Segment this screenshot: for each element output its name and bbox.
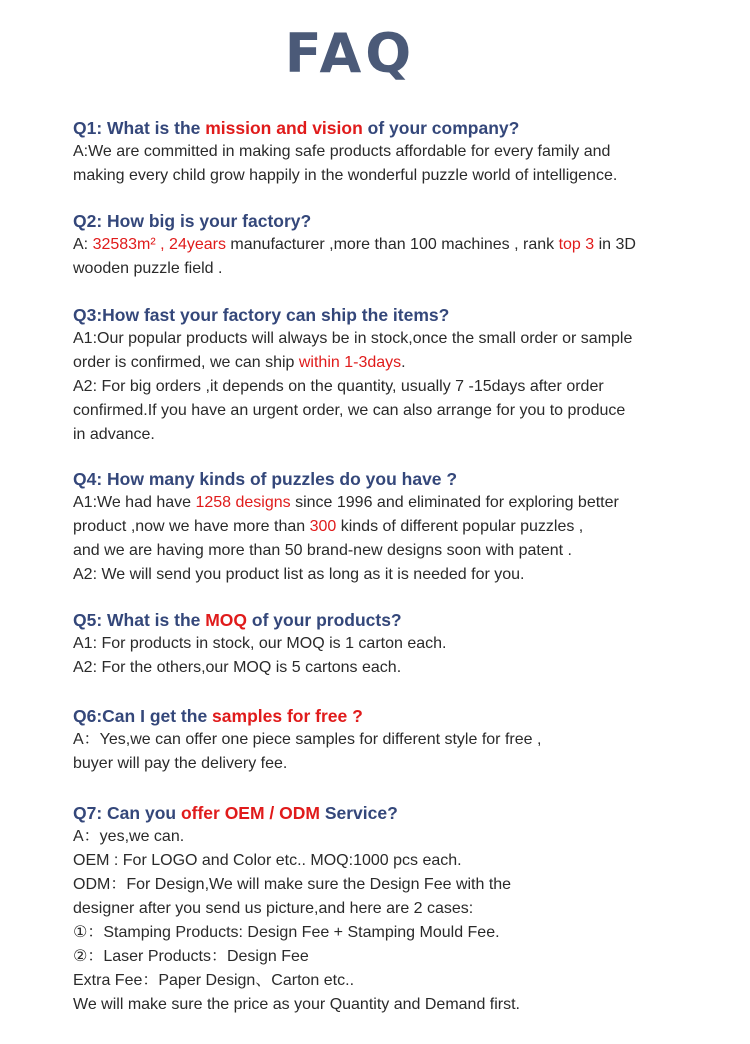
text-segment: A: [73, 236, 93, 253]
text-segment: We will make sure the price as your Quantity and Demand first. [73, 996, 520, 1013]
text-segment: confirmed.If you have an urgent order, we can also arrange for you to produce [73, 402, 626, 419]
answer-line [73, 539, 713, 563]
answer-line [73, 825, 713, 849]
highlight-text: MOQ [205, 610, 248, 630]
text-segment: A1: For products in stock, our MOQ is 1 carton each. [73, 635, 447, 652]
answer-line [73, 375, 713, 399]
faq-question [73, 467, 713, 491]
faq-answer [73, 632, 713, 680]
text-segment: buyer will pay the delivery fee. [73, 755, 288, 772]
text-segment: A1:Our popular products will always be in stock,once the small order or sample [73, 330, 633, 347]
answer-line [73, 632, 713, 656]
answer-line [73, 423, 713, 447]
text-segment: A2: For big orders ,it depends on the quantity, usually 7 -15days after order [73, 378, 604, 395]
text-segment: A：Yes,we can offer one piece samples for different style for free , [73, 731, 542, 748]
text-segment: since 1996 and eliminated for exploring better [290, 494, 619, 511]
answer-line [73, 515, 713, 539]
text-segment: of your products? [247, 610, 402, 630]
text-segment: . [401, 354, 406, 371]
faq-answer [73, 140, 713, 188]
text-segment: ②：Laser Products：Design Fee [73, 948, 309, 965]
faq-answer [73, 825, 713, 1017]
text-segment: A2: For the others,our MOQ is 5 cartons each. [73, 659, 402, 676]
text-segment: in 3D [594, 236, 636, 253]
answer-line [73, 752, 713, 776]
text-segment: Q7: Can you [73, 803, 181, 823]
text-segment: Q3:How fast your factory can ship the items? [73, 305, 450, 325]
text-segment: order is confirmed, we can ship [73, 354, 299, 371]
text-segment: Q2: How big is your factory [73, 211, 301, 231]
answer-line [73, 849, 713, 873]
highlight-text: samples for free ? [212, 706, 363, 726]
answer-line [73, 327, 713, 351]
text-segment: ①：Stamping Products: Design Fee + Stamping Mould Fee. [73, 924, 500, 941]
answer-line [73, 233, 713, 257]
answer-line [73, 993, 713, 1017]
faq-item-q7 [73, 801, 713, 1017]
highlight-text: 1258 designs [195, 494, 291, 511]
text-segment: product ,now we have more than [73, 518, 310, 535]
faq-item-q4 [73, 467, 713, 587]
faq-question [73, 608, 713, 632]
answer-line [73, 945, 713, 969]
faq-answer [73, 233, 713, 281]
answer-line [73, 728, 713, 752]
answer-line [73, 921, 713, 945]
text-segment: Service? [319, 803, 398, 823]
text-segment: A：yes,we can. [73, 828, 185, 845]
faq-item-q1 [73, 116, 713, 188]
faq-question [73, 209, 713, 233]
text-segment: Q4: How many kinds of puzzles do you have ? [73, 469, 458, 489]
text-segment: making every child grow happily in the wonderful puzzle world of intelligence. [73, 167, 618, 184]
answer-line [73, 563, 713, 587]
text-segment: OEM : For LOGO and Color etc.. MOQ:1000 pcs each. [73, 852, 462, 869]
text-segment: manufacturer ,more than 100 machines , rank [225, 236, 559, 253]
text-segment: in advance. [73, 426, 155, 443]
highlight-text: mission and vision [205, 118, 363, 138]
faq-item-q5 [73, 608, 713, 680]
answer-line [73, 399, 713, 423]
text-segment: kinds of different popular puzzles , [336, 518, 584, 535]
text-segment: wooden puzzle field . [73, 260, 223, 277]
faq-answer [73, 728, 713, 776]
text-segment: Q5: What is the [73, 610, 206, 630]
page-title: FAQ [284, 22, 416, 85]
faq-answer [73, 491, 713, 587]
text-segment: Q6:Can I get the [73, 706, 213, 726]
faq-question [73, 303, 713, 327]
text-segment: Q1: What is the [73, 118, 206, 138]
highlight-text: 300 [309, 518, 337, 535]
text-segment: and we are having more than 50 brand-new designs soon with patent . [73, 542, 572, 559]
answer-line [73, 257, 713, 281]
answer-line [73, 140, 713, 164]
faq-answer [73, 327, 713, 447]
answer-line [73, 873, 713, 897]
answer-line [73, 491, 713, 515]
answer-line [73, 164, 713, 188]
text-segment: A:We are committed in making safe products affordable for every family and [73, 143, 611, 160]
text-segment: ? [300, 211, 312, 231]
text-segment: Extra Fee：Paper Design、Carton etc.. [73, 972, 355, 989]
text-segment: A1:We had have [73, 494, 196, 511]
text-segment: ODM：For Design,We will make sure the Design Fee with the [73, 876, 512, 893]
faq-item-q2 [73, 209, 713, 281]
highlight-text: 32583m² , 24years [92, 236, 226, 253]
faq-item-q6 [73, 704, 713, 776]
highlight-text: within 1-3days [298, 354, 402, 371]
answer-line [73, 351, 713, 375]
text-segment: of your company? [362, 118, 520, 138]
faq-item-q3 [73, 303, 713, 447]
text-segment: designer after you send us picture,and here are 2 cases: [73, 900, 474, 917]
faq-question [73, 801, 713, 825]
text-segment: A2: We will send you product list as long as it is needed for you. [73, 566, 525, 583]
answer-line [73, 897, 713, 921]
faq-question [73, 116, 713, 140]
answer-line [73, 969, 713, 993]
answer-line [73, 656, 713, 680]
faq-question [73, 704, 713, 728]
highlight-text: top 3 [558, 236, 595, 253]
highlight-text: offer OEM / ODM [180, 803, 320, 823]
